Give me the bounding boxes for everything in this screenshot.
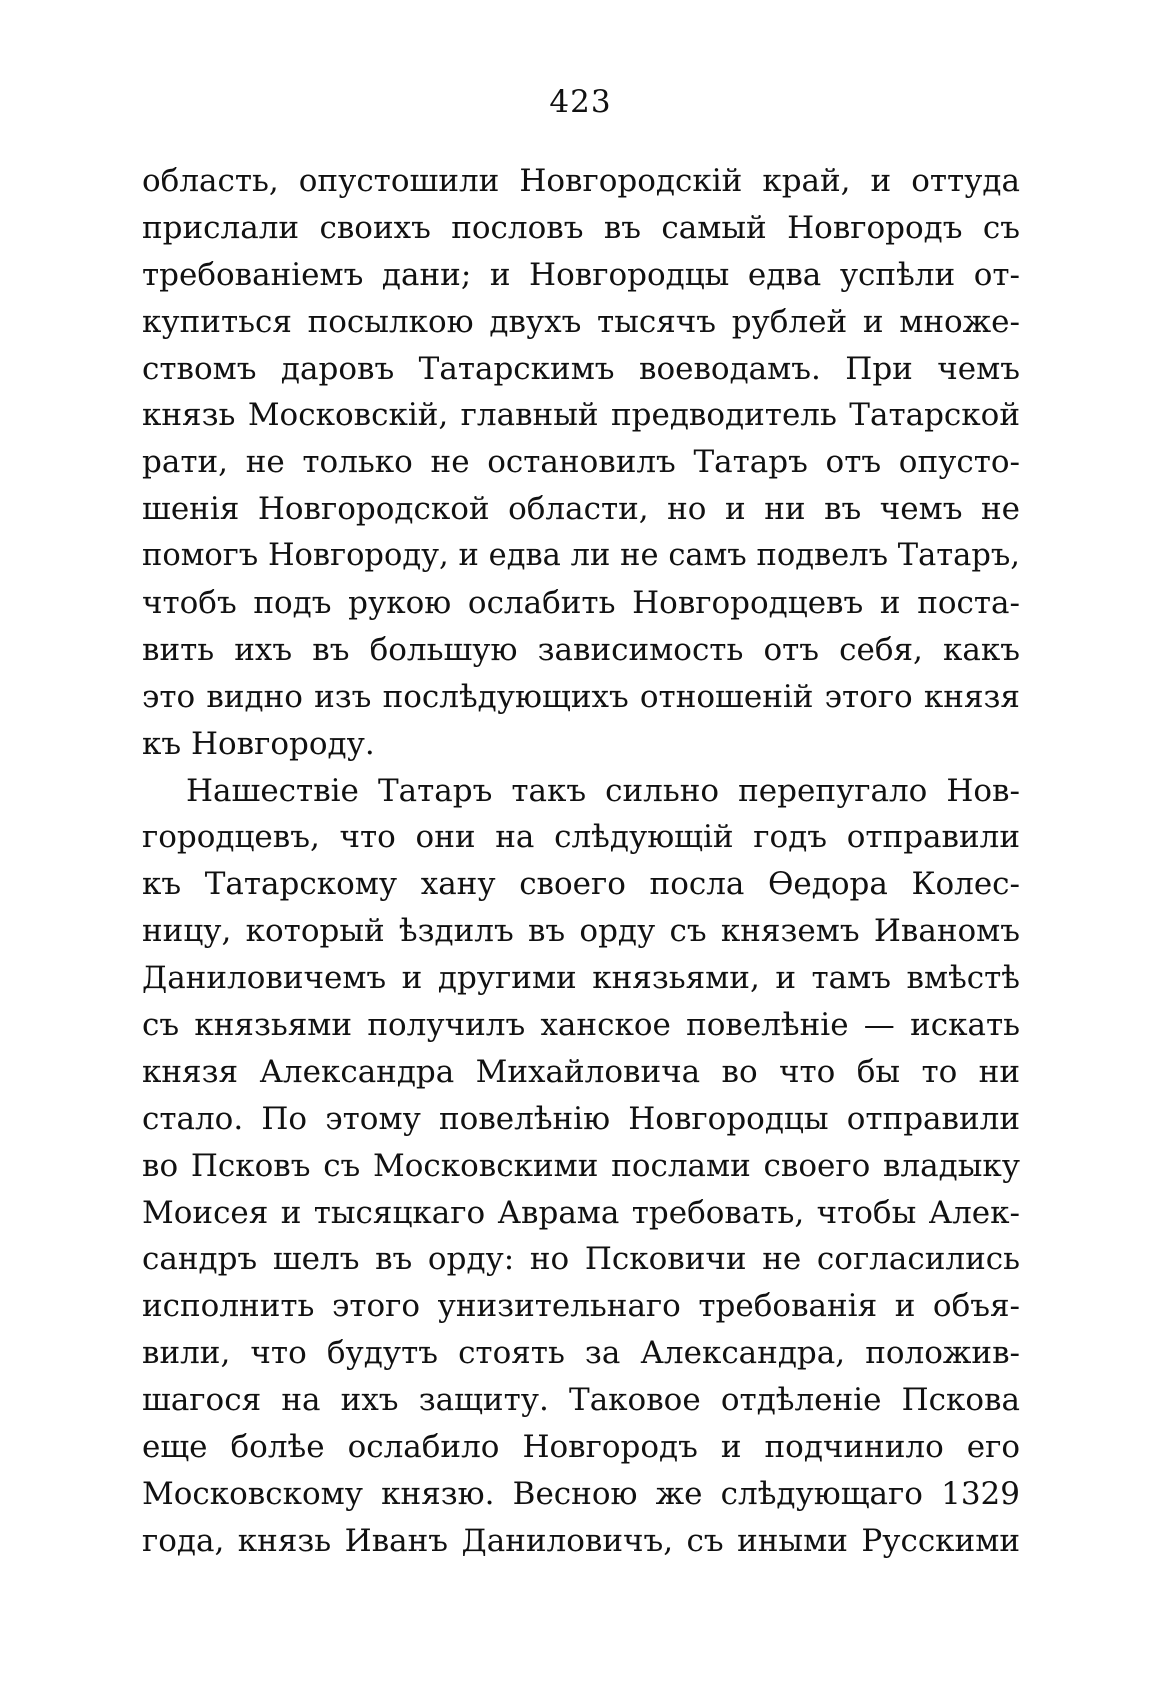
text-line: вить ихъ въ большую зависимость отъ себя, какъ xyxy=(142,631,1020,668)
text-line: вили, что будутъ стоять за Александра, положив- xyxy=(142,1335,1020,1372)
text-line: къ Новгороду. xyxy=(142,725,375,762)
text-line: князь Московскій, главный предводитель Татарской xyxy=(142,397,1020,434)
text-line: года, князь Иванъ Даниловичъ, съ иными Русскими xyxy=(142,1522,1020,1559)
text-line: чтобъ подъ рукою ослабить Новгородцевъ и поста- xyxy=(142,585,1020,622)
text-line: Даниловичемъ и другими князьями, и тамъ вмѣстѣ xyxy=(142,960,1020,997)
text-line: Нашествіе Татаръ такъ сильно перепугало Нов- xyxy=(186,772,1020,809)
text-line: Моисея и тысяцкаго Аврама требовать, чтобы Алек- xyxy=(142,1194,1020,1231)
text-line: требованіемъ дани; и Новгородцы едва успѣли от- xyxy=(142,256,1020,293)
text-line: сандръ шелъ въ орду: но Псковичи не согласились xyxy=(142,1241,1020,1278)
text-line: еще болѣе ослабило Новгородъ и подчинило его xyxy=(142,1429,1020,1466)
text-line: стало. По этому повелѣнію Новгородцы отправили xyxy=(142,1100,1020,1137)
text-line: прислали своихъ пословъ въ самый Новгородъ съ xyxy=(142,209,1020,246)
text-line: къ Татарскому хану своего посла Ѳедора Колес- xyxy=(142,866,1020,903)
text-line: ницу, который ѣздилъ въ орду съ княземъ Иваномъ xyxy=(142,913,1020,950)
text-line: рати, не только не остановилъ Татаръ отъ опусто- xyxy=(142,444,1020,481)
text-line: шенія Новгородской области, но и ни въ чемъ не xyxy=(142,491,1020,528)
text-line: это видно изъ послѣдующихъ отношеній этого князя xyxy=(142,678,1020,715)
page-number: 423 xyxy=(549,84,612,120)
body-text xyxy=(142,158,1020,1565)
text-line: область, опустошили Новгородскій край, и оттуда xyxy=(142,163,1020,199)
text-line: во Псковъ съ Московскими послами своего владыку xyxy=(142,1147,1020,1184)
text-line: исполнить этого унизительнаго требованія и объя- xyxy=(142,1288,1020,1325)
text-line: городцевъ, что они на слѣдующій годъ отправили xyxy=(142,819,1020,856)
text-line: Московскому князю. Весною же слѣдующаго 1329 xyxy=(142,1475,1020,1512)
text-line: князя Александра Михайловича во что бы то ни xyxy=(142,1053,1020,1090)
text-line: помогъ Новгороду, и едва ли не самъ подвелъ Татаръ, xyxy=(142,538,1020,574)
text-line: съ князьями получилъ ханское повелѣніе — искать xyxy=(142,1007,1020,1044)
text-line: купиться посылкою двухъ тысячъ рублей и множе- xyxy=(142,303,1020,340)
text-line: ствомъ даровъ Татарскимъ воеводамъ. При чемъ xyxy=(142,350,1020,387)
text-line: шагося на ихъ защиту. Таковое отдѣленіе Пскова xyxy=(142,1382,1020,1419)
